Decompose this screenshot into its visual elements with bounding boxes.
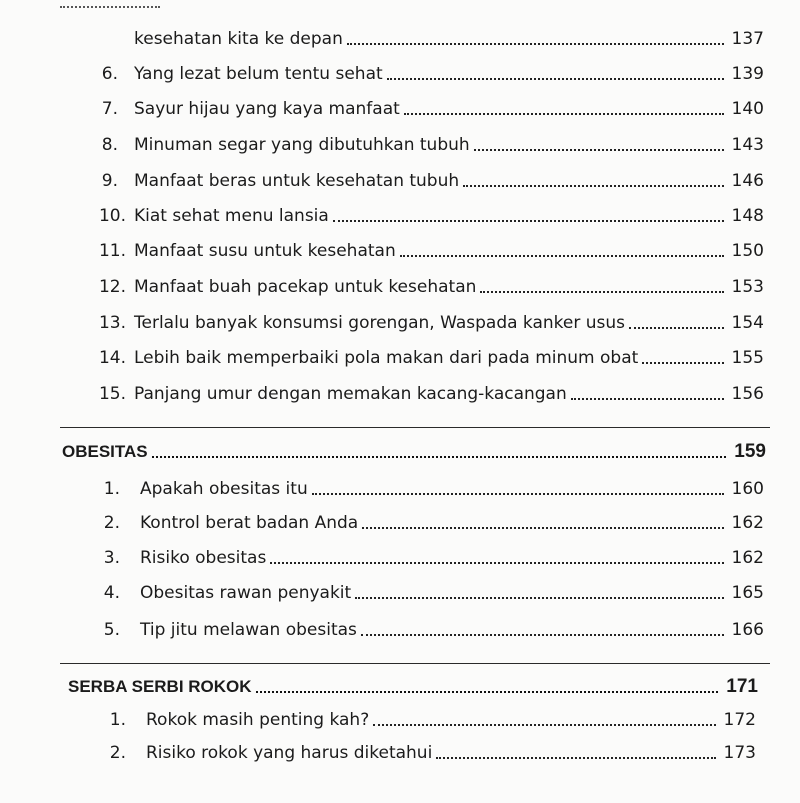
entry-page: 137 [731,29,764,49]
entry-number: 15. [98,384,126,404]
toc-entry[interactable] [88,59,764,89]
entry-title: Yang lezat belum tentu sehat [134,64,383,84]
entry-page: 154 [731,313,764,333]
dot-leader [361,634,724,636]
chapter-page: 159 [734,441,766,462]
chapter-heading-rokok[interactable] [68,672,758,702]
dot-leader [152,456,726,458]
entry-title: Tip jitu melawan obesitas [140,620,357,640]
chapter-heading-obesitas[interactable] [62,437,766,467]
entry-page: 172 [723,710,756,730]
entry-number: 3. [103,548,120,568]
entry-title: Kontrol berat badan Anda [140,513,359,533]
dot-leader [333,220,724,222]
dot-leader [629,327,724,329]
entry-page: 166 [731,620,764,640]
entry-title: Risiko obesitas [140,548,267,568]
entry-page: 160 [731,479,764,499]
dot-leader [362,527,724,529]
entry-title: kesehatan kita ke depan [134,29,343,49]
entry-title: Panjang umur dengan memakan kacang-kacangan [134,384,567,404]
entry-number: 9. [101,171,118,191]
entry-title: Risiko rokok yang harus diketahui [146,743,433,763]
toc-entry[interactable] [88,24,764,54]
entry-number: 2. [103,513,120,533]
entry-number: 8. [101,135,118,155]
dot-leader [270,562,724,564]
entry-title: Lebih baik memperbaiki pola makan dari pada minum obat [134,348,639,368]
entry-title: Obesitas rawan penyakit [140,583,352,603]
entry-title: Manfaat susu untuk kesehatan [134,241,396,261]
entry-number: 2. [109,743,126,763]
toc-entry[interactable] [96,705,756,735]
entry-title: Manfaat beras untuk kesehatan tubuh [134,171,460,191]
entry-page: 173 [723,743,756,763]
dot-leader [463,185,724,187]
entry-title: Apakah obesitas itu [140,479,308,499]
entry-number: 4. [103,583,120,603]
entry-title: Rokok masih penting kah? [146,710,370,730]
entry-title: Manfaat buah pacekap untuk kesehatan [134,277,477,297]
entry-page: 146 [731,171,764,191]
dot-leader [436,757,716,759]
entry-number: 13. [98,313,126,333]
toc-entry[interactable] [88,166,764,196]
dot-leader [474,149,724,151]
toc-entry[interactable] [88,236,764,266]
entry-number: 10. [98,206,126,226]
dot-leader [404,113,724,115]
toc-entry[interactable] [88,130,764,160]
entry-title: Sayur hijau yang kaya manfaat [134,99,400,119]
entry-number: 7. [101,99,118,119]
entry-page: 165 [731,583,764,603]
dot-leader [355,597,724,599]
entry-title: Kiat sehat menu lansia [134,206,329,226]
entry-page: 156 [731,384,764,404]
dot-leader [400,255,724,257]
toc-entry[interactable] [88,615,764,645]
entry-page: 150 [731,241,764,261]
dot-leader [387,78,724,80]
toc-entry[interactable] [88,379,764,409]
chapter-title: OBESITAS [62,442,148,461]
dot-leader [571,398,724,400]
toc-entry[interactable] [88,578,764,608]
entry-number: 12. [98,277,126,297]
entry-page: 153 [731,277,764,297]
entry-number: 11. [98,241,126,261]
toc-entry[interactable] [88,272,764,302]
entry-page: 143 [731,135,764,155]
entry-title: Terlalu banyak konsumsi gorengan, Waspada kanker usus [134,313,626,333]
toc-entry[interactable] [88,474,764,504]
dot-leader [256,691,718,693]
toc-entry[interactable] [96,738,756,768]
dot-leader [347,43,724,45]
entry-title: Minuman segar yang dibutuhkan tubuh [134,135,470,155]
entry-page: 148 [731,206,764,226]
top-dotted-divider [60,0,160,8]
entry-number: 14. [98,348,126,368]
toc-entry[interactable] [88,94,764,124]
dot-leader [373,724,716,726]
entry-number: 6. [101,64,118,84]
dot-leader [480,291,724,293]
entry-number: 5. [103,620,120,640]
toc-entry[interactable] [88,201,764,231]
entry-page: 140 [731,99,764,119]
toc-entry[interactable] [88,543,764,573]
entry-number: 1. [103,479,120,499]
chapter-page: 171 [726,676,758,697]
section-divider [60,427,770,428]
toc-entry[interactable] [88,343,764,373]
section-divider [60,663,770,664]
toc-entry[interactable] [88,308,764,338]
dot-leader [312,493,724,495]
chapter-title: SERBA SERBI ROKOK [68,677,252,696]
entry-page: 155 [731,348,764,368]
toc-entry[interactable] [88,508,764,538]
entry-number: 1. [109,710,126,730]
entry-page: 162 [731,513,764,533]
entry-page: 162 [731,548,764,568]
entry-page: 139 [731,64,764,84]
dot-leader [642,362,724,364]
